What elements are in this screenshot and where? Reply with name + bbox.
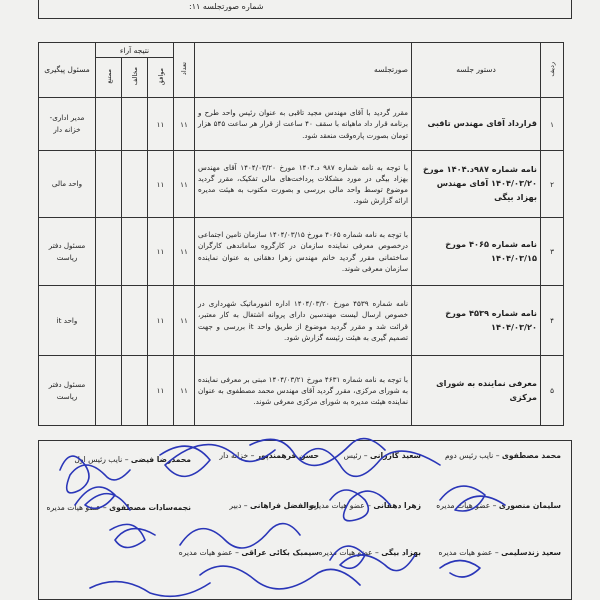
row-against xyxy=(122,151,148,218)
signer-role: عضو هیات مدیره xyxy=(46,503,101,512)
signer-name: حسن فرهمندپور xyxy=(256,451,319,460)
header-minutes: صورتجلسه xyxy=(195,43,412,98)
table-row xyxy=(39,286,564,356)
header-row-number: ردیف xyxy=(541,43,564,98)
row-count: ۱۱ xyxy=(174,356,195,426)
signer-name: سلیمان منصوری xyxy=(498,501,561,510)
row-agree: ۱۱ xyxy=(148,218,174,286)
meeting-number-label: شماره صورتجلسه ۱۱: xyxy=(189,2,264,11)
row-description: با توجه به نامه شماره ۴۶۳۱ مورخ ۱۴۰۴/۰۳/۲۱ مبنی بر معرفی نماینده به شورای مرکزی، مقرر گردید آقای مهندس محمد مصطفوی به عنوان نماینده هیئت مدیره به شورای مرکزی معرفی شوند. xyxy=(195,356,412,426)
row-agenda: نامه شماره ۹۸۷د.۱۴۰۴ مورخ ۱۴۰۴/۰۳/۲۰ آقای مهندس بهزاد بیگی xyxy=(412,151,541,218)
signer-role: عضو هیات مدیره xyxy=(436,501,491,510)
row-agenda: قرارداد آقای مهندس تاقبی xyxy=(412,98,541,151)
signer-name: محمدرضا فیضی xyxy=(130,455,191,464)
row-count: ۱۱ xyxy=(174,151,195,218)
row-against xyxy=(122,286,148,356)
row-against xyxy=(122,98,148,151)
row-description: مقرر گردید با آقای مهندس مجید تاقبی به عنوان رئیس واحد طرح و برنامه قرار داد ماهیانه با سقف ۴۰ ساعت از قرار هر ساعت ۵۴۵ هزار تومان بصورت پاره‌وقت منعقد شود. xyxy=(195,98,412,151)
row-agree: ۱۱ xyxy=(148,286,174,356)
signer-role: عضو هیات مدیره xyxy=(178,548,233,557)
row-description: با توجه به نامه شماره ۹۸۷ د.۱۴۰۴ مورخ ۱۴۰۴/۰۳/۲۰ آقای مهندس بهزاد بیگی در مورد مشکلات پرداخت‌های مالی تفکیک، مقرر گردید موضوع توسط واحد مالی بررسی و بصورت مکتوب به هیئت مدیره ارائه گزارش شود. xyxy=(195,151,412,218)
signer-name: محمد مصطفوی xyxy=(501,451,561,460)
row-agree: ۱۱ xyxy=(148,98,174,151)
row-responsible: واحد مالی xyxy=(39,151,96,218)
row-number: ۳ xyxy=(541,218,564,286)
signer-role: عضو هیات مدیره xyxy=(318,548,373,557)
signature-entry: سعید گازرانی – رئیس xyxy=(343,451,421,460)
signature-entry: ابوالفضل فراهانی – دبیر xyxy=(229,501,319,510)
row-responsible: مسئول دفتر ریاست xyxy=(39,218,96,286)
header-responsible: مسئول پیگیری xyxy=(39,43,96,98)
signature-entry: حسن فرهمندپور – خزانه دار xyxy=(219,451,319,460)
signer-role: دبیر xyxy=(229,501,242,510)
signature-entry: محمد مصطفوی – نایب رئیس دوم xyxy=(444,451,561,460)
row-agenda: معرفی نماینده به شورای مرکزی xyxy=(412,356,541,426)
signer-role: عضو هیات مدیره xyxy=(310,501,365,510)
row-against xyxy=(122,218,148,286)
row-agree: ۱۱ xyxy=(148,356,174,426)
signature-entry: زهرا دهقانی – عضو هیات مدیره xyxy=(310,501,421,510)
signer-name: سعید گازرانی xyxy=(369,451,421,460)
row-description: نامه شماره ۴۵۳۹ مورخ ۱۴۰۴/۰۳/۲۰ اداره انفورماتیک شهرداری در خصوص ارسال لیست مهندسین دارای پروانه اشتغال به کار معتبر، قرائت شد و مقرر گردید موضوع از طریق واحد it بررسی و جهت تصمیم گیری به هیئت رئیسه گزارش شود. xyxy=(195,286,412,356)
signer-name: بهزاد بیگی xyxy=(381,548,421,557)
table-row xyxy=(39,356,564,426)
row-abstain xyxy=(96,286,122,356)
signer-role: عضو هیات مدیره xyxy=(438,548,493,557)
signer-name: زهرا دهقانی xyxy=(373,501,421,510)
signer-name: سیمبک بکائی عراقی xyxy=(241,548,319,557)
signature-entry: سیمبک بکائی عراقی – عضو هیات مدیره xyxy=(178,548,319,557)
signer-role: خزانه دار xyxy=(219,451,249,460)
table-header-row xyxy=(39,43,564,58)
table-row xyxy=(39,218,564,286)
signature-entry: سعید زندسلیمی – عضو هیات مدیره xyxy=(438,548,561,557)
row-abstain xyxy=(96,218,122,286)
row-number: ۱ xyxy=(541,98,564,151)
signature-entry: بهزاد بیگی – عضو هیات مدیره xyxy=(318,548,421,557)
row-description: با توجه به نامه شماره ۴۰۶۵ مورخ ۱۴۰۴/۰۳/۱۵ سازمان تامین اجتماعی درخصوص معرفی نماینده سازمان در کارگروه ساماندهی کارگران ساختمانی مقرر گردید خانم مهندس زهرا دهقانی به عنوان نماینده سازمان معرفی شوند. xyxy=(195,218,412,286)
row-number: ۲ xyxy=(541,151,564,218)
header-vote-result: نتیجه آراء xyxy=(96,43,174,58)
signature-entry: سلیمان منصوری – عضو هیات مدیره xyxy=(436,501,561,510)
signer-role: نایب رئیس دوم xyxy=(444,451,494,460)
row-abstain xyxy=(96,151,122,218)
header-count: تعداد xyxy=(174,43,195,98)
header-strip xyxy=(38,0,572,19)
header-agenda: دستور جلسه xyxy=(412,43,541,98)
signer-role: رئیس xyxy=(343,451,362,460)
row-count: ۱۱ xyxy=(174,218,195,286)
signature-entry: محمدرضا فیضی – نایب رئیس اول xyxy=(74,455,191,464)
signer-role: نایب رئیس اول xyxy=(74,455,123,464)
signatures-block xyxy=(38,440,572,600)
minutes-table xyxy=(38,42,564,426)
header-abstain: ممتنع xyxy=(96,58,122,98)
row-count: ۱۱ xyxy=(174,286,195,356)
header-agree: موافق xyxy=(148,58,174,98)
row-responsible: مسئول دفتر ریاست xyxy=(39,356,96,426)
row-number: ۴ xyxy=(541,286,564,356)
row-against xyxy=(122,356,148,426)
table-row xyxy=(39,98,564,151)
header-against: مخالف xyxy=(122,58,148,98)
signer-name: نجمه‌سادات مصطفوی xyxy=(109,503,191,512)
row-responsible: واحد it xyxy=(39,286,96,356)
row-responsible: مدیر اداری- خزانه دار xyxy=(39,98,96,151)
row-abstain xyxy=(96,356,122,426)
row-number: ۵ xyxy=(541,356,564,426)
row-agenda: نامه شماره ۴۰۶۵ مورخ ۱۴۰۴/۰۳/۱۵ xyxy=(412,218,541,286)
signer-name: سعید زندسلیمی xyxy=(501,548,561,557)
row-abstain xyxy=(96,98,122,151)
row-agree: ۱۱ xyxy=(148,151,174,218)
signature-entry: نجمه‌سادات مصطفوی – عضو هیات مدیره xyxy=(46,503,191,512)
row-count: ۱۱ xyxy=(174,98,195,151)
signer-name: ابوالفضل فراهانی xyxy=(250,501,319,510)
row-agenda: نامه شماره ۴۵۳۹ مورخ ۱۴۰۴/۰۳/۲۰ xyxy=(412,286,541,356)
table-row xyxy=(39,151,564,218)
